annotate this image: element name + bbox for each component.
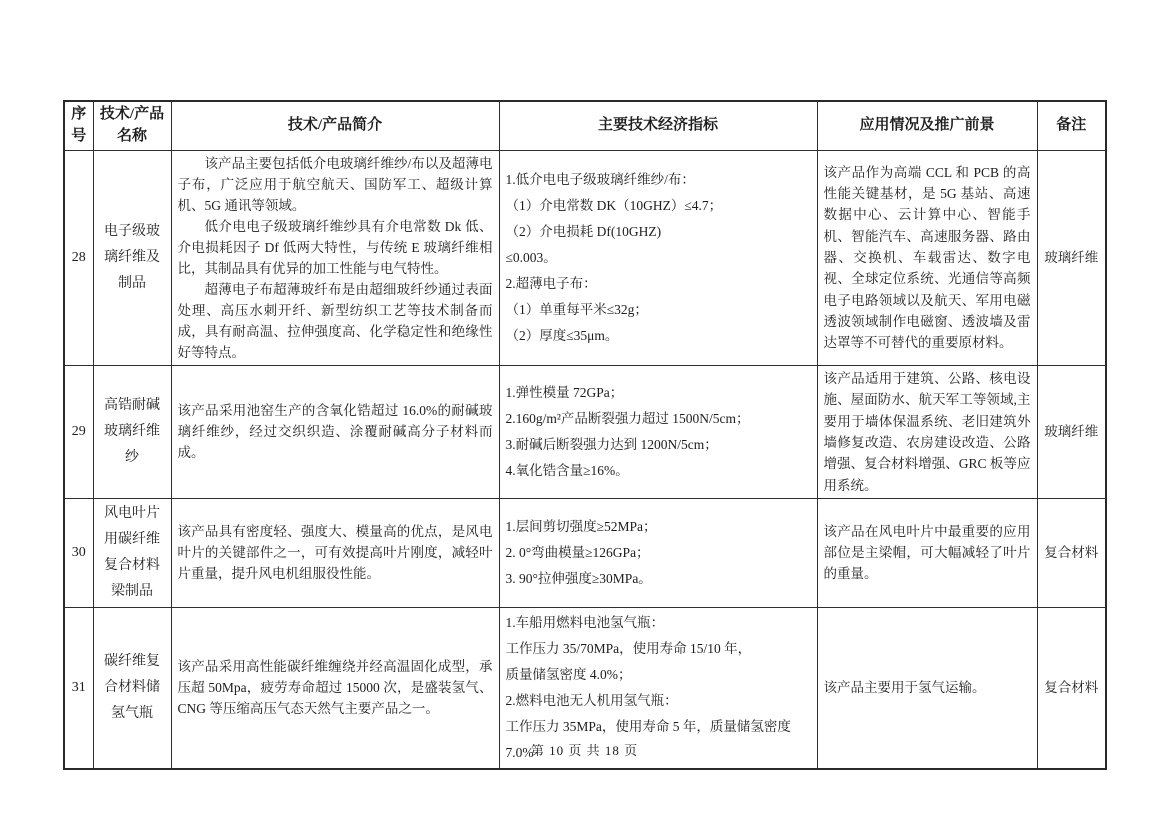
indicator-line: 2. 0°弯曲模量≥126GPa；	[505, 544, 650, 560]
cell-remark: 玻璃纤维	[1037, 365, 1106, 498]
cell-name: 高锆耐碱玻璃纤维纱	[93, 365, 171, 498]
indicator-line: 2.超薄电子布：	[505, 275, 597, 291]
indicator-line: 3. 90°拉伸强度≥30MPa。	[505, 570, 652, 586]
indicator-line: 3.耐碱后断裂强力达到 1200N/5cm；	[505, 436, 718, 452]
cell-intro	[171, 150, 499, 365]
col-header-intro: 技术/产品简介	[171, 101, 499, 150]
cell-application: 该产品作为高端 CCL 和 PCB 的高性能关键基材，是 5G 基站、高速数据中心、云计算中心、智能手机、智能汽车、高速服务器、路由器、交换机、车载雷达、数字电视、全球定位系统、光通信等高频电子电路领域以及航天、军用电磁透波领域制作电磁窗、透波墙及雷达罩等不可替代的重要原材料。	[817, 150, 1037, 365]
cell-name: 电子级玻璃纤维及制品	[93, 150, 171, 365]
intro-paragraph: 该产品主要包括低介电玻璃纤维纱/布以及超薄电子布，广泛应用于航空航天、国防军工、超级计算机、5G 通讯等领域。	[177, 155, 493, 213]
indicator-line: 2.160g/m²产品断裂强力超过 1500N/5cm；	[505, 411, 750, 427]
indicator-line: 4.氧化锆含量≥16%。	[505, 462, 629, 478]
indicator-line: （1）介电常数 DK（10GHZ）≤4.7；	[505, 197, 723, 213]
cell-remark: 复合材料	[1037, 498, 1106, 607]
indicator-line: 工作压力 35MPa，使用寿命 5 年，质量储氢密度 7.0%	[505, 718, 791, 760]
cell-intro	[171, 498, 499, 607]
cell-no: 28	[64, 150, 93, 365]
indicator-line: 1.弹性模量 72GPa；	[505, 385, 624, 401]
indicator-line: （1）单重每平米≤32g；	[505, 301, 648, 317]
cell-application: 该产品适用于建筑、公路、核电设施、屋面防水、航天军工等领域,主要用于墙体保温系统、老旧建筑外墙修复改造、农房建设改造、公路增强、复合材料增强、GRC 板等应用系统。	[817, 365, 1037, 498]
table-row	[64, 150, 1106, 365]
table-row	[64, 365, 1106, 498]
page-footer: 第 10 页 共 18 页	[530, 743, 639, 758]
col-header-no: 序号	[64, 101, 93, 150]
indicator-line: （2）厚度≤35μm。	[505, 327, 619, 343]
col-header-remark: 备注	[1037, 101, 1106, 150]
header-row	[64, 101, 1106, 150]
indicator-line: 1.低介电电子级玻璃纤维纱/布：	[505, 172, 695, 188]
indicator-line: 1.车船用燃料电池氢气瓶：	[505, 615, 665, 631]
cell-remark: 玻璃纤维	[1037, 150, 1106, 365]
indicator-line: ≤0.003。	[505, 249, 557, 265]
intro-paragraph: 低介电电子级玻璃纤维纱具有介电常数 Dk 低、介电损耗因子 Df 低两大特性，与传统 E 玻璃纤维相比，其制品具有优异的加工性能与电气特性。	[177, 218, 493, 276]
table-row	[64, 498, 1106, 607]
indicator-line: 1.层间剪切强度≥52MPa；	[505, 518, 657, 534]
intro-paragraph: 超薄电子布超薄玻纤布是由超细玻纤纱通过表面处理、高压水刺开纤、新型纺织工艺等技术制备而成，具有耐高温、拉伸强度高、化学稳定性和绝缘性好等特点。	[177, 281, 493, 360]
cell-name: 风电叶片用碳纤维复合材料梁制品	[93, 498, 171, 607]
indicator-line: 2.燃料电池无人机用氢气瓶：	[505, 692, 678, 708]
cell-intro	[171, 365, 499, 498]
indicator-line: （2）介电损耗 Df(10GHZ)	[505, 223, 662, 239]
cell-no: 29	[64, 365, 93, 498]
cell-application: 该产品在风电叶片中最重要的应用部位是主梁帽，可大幅减轻了叶片的重量。	[817, 498, 1037, 607]
intro-paragraph: 该产品采用高性能碳纤维缠绕并经高温固化成型，承压超 50Mpa，疲劳寿命超过 15000 次，是盛装氢气、CNG 等压缩高压气态天然气主要产品之一。	[177, 659, 493, 717]
cell-indicators	[499, 150, 817, 365]
indicator-line: 质量储氢密度 4.0%；	[505, 666, 632, 682]
cell-indicators	[499, 498, 817, 607]
cell-indicators	[499, 365, 817, 498]
intro-paragraph: 该产品具有密度轻、强度大、模量高的优点，是风电叶片的关键部件之一，可有效提高叶片刚度，减轻叶片重量，提升风电机组服役性能。	[177, 524, 493, 582]
indicator-line: 工作压力 35/70MPa，使用寿命 15/10 年，	[505, 640, 752, 656]
tech-products-table	[63, 100, 1107, 770]
cell-no: 30	[64, 498, 93, 607]
col-header-indicators: 主要技术经济指标	[499, 101, 817, 150]
cell-application: 该产品主要用于氢气运输。	[817, 607, 1037, 769]
cell-remark: 复合材料	[1037, 607, 1106, 769]
cell-name: 碳纤维复合材料储氢气瓶	[93, 607, 171, 769]
col-header-name: 技术/产品名称	[93, 101, 171, 150]
intro-paragraph: 该产品采用池窑生产的含氧化锆超过 16.0%的耐碱玻璃纤维纱，经过交织织造、涂覆耐碱高分子材料而成。	[177, 403, 493, 461]
col-header-application: 应用情况及推广前景	[817, 101, 1037, 150]
cell-no: 31	[64, 607, 93, 769]
